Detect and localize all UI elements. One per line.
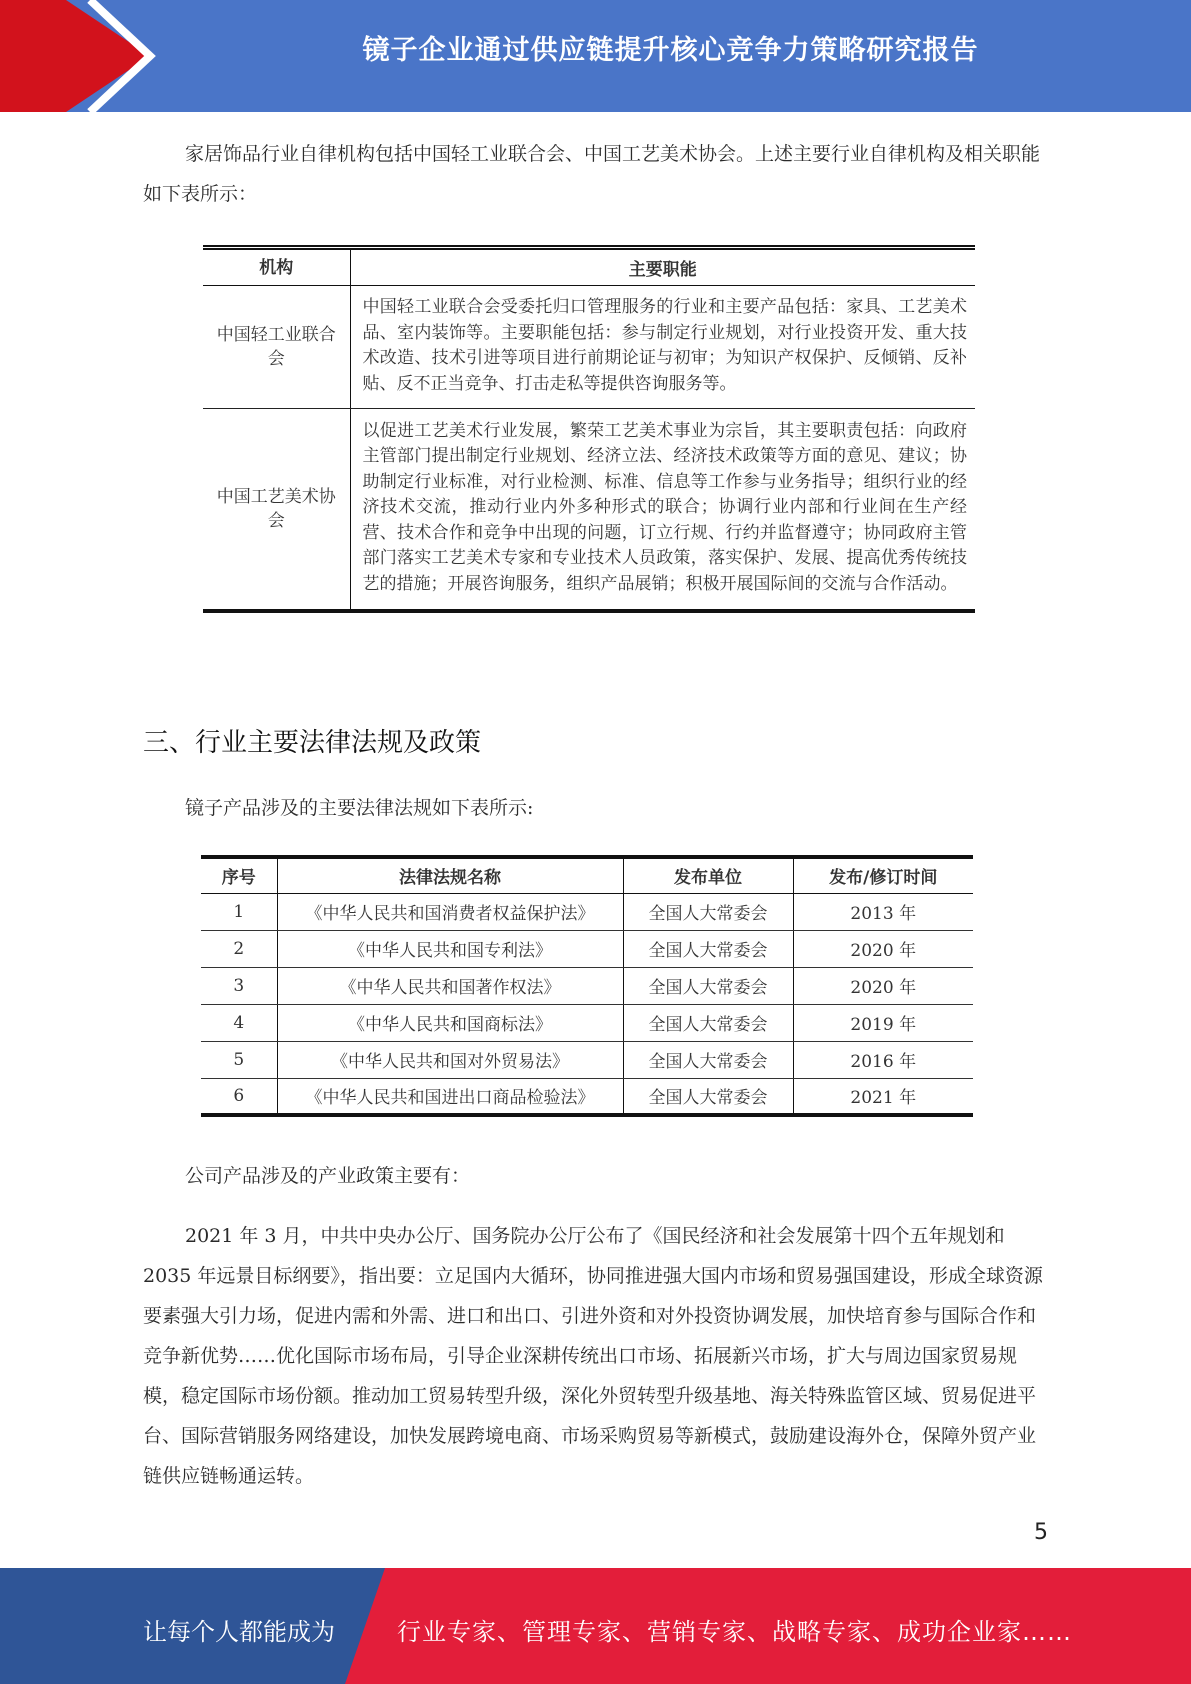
- table-row: [201, 1041, 973, 1078]
- no-cell: 4: [201, 1004, 277, 1041]
- header-date: 发布/修订时间: [793, 857, 973, 893]
- footer-slogan-right: 行业专家、管理专家、营销专家、战略专家、成功企业家……: [397, 1618, 1072, 1646]
- no-cell: 3: [201, 967, 277, 1004]
- table-row: [203, 409, 975, 611]
- duty-cell: 中国轻工业联合会受委托归口管理服务的行业和主要产品包括：家具、工艺美术品、室内装饰等。主要职能包括：参与制定行业规划，对行业投资开发、重大技术改造、技术引进等项目进行前期论证与初审；为知识产权保护、反倾销、反补贴、反不正当竞争、打击走私等提供咨询服务等。: [350, 286, 975, 409]
- unit-cell: 全国人大常委会: [623, 1041, 793, 1078]
- unit-cell: 全国人大常委会: [623, 1004, 793, 1041]
- page-header: [0, 0, 1191, 112]
- table-header-row: [201, 857, 973, 893]
- section-title: 三、行业主要法律法规及政策: [143, 728, 482, 758]
- date-cell: 2021 年: [793, 1078, 973, 1115]
- date-cell: 2020 年: [793, 967, 973, 1004]
- name-cell: 《中华人民共和国对外贸易法》: [277, 1041, 623, 1078]
- org-cell: 中国工艺美术协会: [203, 409, 350, 611]
- org-cell: 中国轻工业联合会: [203, 286, 350, 409]
- footer-slogan-left: 让每个人都能成为: [143, 1618, 335, 1646]
- duty-cell: 以促进工艺美术行业发展，繁荣工艺美术事业为宗旨，其主要职责包括：向政府主管部门提出制定行业规划、经济立法、经济技术政策等方面的意见、建议；协助制定行业标准，对行业检测、标准、信息等工作参与业务指导；组织行业的经济技术交流，推动行业内外多种形式的联合；协调行业内部和行业间在生产经营、技术合作和竞争中出现的问题，订立行规、行约并监督遵守；协同政府主管部门落实工艺美术专家和专业技术人员政策，落实保护、发展、提高优秀传统技艺的措施；开展咨询服务，组织产品展销；积极开展国际间的交流与合作活动。: [350, 409, 975, 611]
- header-org: 机构: [203, 248, 350, 286]
- table-row: [201, 1078, 973, 1115]
- date-cell: 2013 年: [793, 893, 973, 930]
- name-cell: 《中华人民共和国著作权法》: [277, 967, 623, 1004]
- table-row: [201, 930, 973, 967]
- policy-lead-paragraph: 公司产品涉及的产业政策主要有：: [185, 1165, 471, 1187]
- header-duty: 主要职能: [350, 248, 975, 286]
- table-header-row: [203, 248, 975, 286]
- table-row: [201, 893, 973, 930]
- policy-paragraph: 2021 年 3 月，中共中央办公厅、国务院办公厅公布了《国民经济和社会发展第十四个五年规划和 2035 年远景目标纲要》，指出要：立足国内大循环，协同推进强大国内市场和贸易强国建设，形成全球资源要素强大引力场，促进内需和外需、进口和出口、引进外资和对外投资协调发展，加快培育参与国际合作和竞争新优势……优化国际市场布局，引导企业深耕传统出口市场、拓展新兴市场，扩大与周边国家贸易规模，稳定国际市场份额。推动加工贸易转型升级，深化外贸转型升级基地、海关特殊监管区域、贸易促进平台、国际营销服务网络建设，加快发展跨境电商、市场采购贸易等新模式，鼓励建设海外仓，保障外贸产业链供应链畅通运转。: [143, 1225, 1043, 1487]
- self-regulatory-bodies-table: [203, 245, 975, 613]
- unit-cell: 全国人大常委会: [623, 930, 793, 967]
- header-no: 序号: [201, 857, 277, 893]
- name-cell: 《中华人民共和国专利法》: [277, 930, 623, 967]
- table-row: [201, 967, 973, 1004]
- table-row: [203, 286, 975, 409]
- header-unit: 发布单位: [623, 857, 793, 893]
- date-cell: 2020 年: [793, 930, 973, 967]
- no-cell: 1: [201, 893, 277, 930]
- laws-table: [201, 855, 973, 1117]
- table-row: [201, 1004, 973, 1041]
- name-cell: 《中华人民共和国进出口商品检验法》: [277, 1078, 623, 1115]
- intro-paragraph: 家居饰品行业自律机构包括中国轻工业联合会、中国工艺美术协会。上述主要行业自律机构及相关职能如下表所示：: [143, 143, 1041, 205]
- header-name: 法律法规名称: [277, 857, 623, 893]
- name-cell: 《中华人民共和国消费者权益保护法》: [277, 893, 623, 930]
- no-cell: 5: [201, 1041, 277, 1078]
- unit-cell: 全国人大常委会: [623, 893, 793, 930]
- header-title: 镜子企业通过供应链提升核心竞争力策略研究报告: [362, 35, 979, 66]
- no-cell: 2: [201, 930, 277, 967]
- laws-lead-paragraph: 镜子产品涉及的主要法律法规如下表所示:: [185, 797, 534, 819]
- unit-cell: 全国人大常委会: [623, 1078, 793, 1115]
- page-footer: [0, 1568, 1191, 1684]
- date-cell: 2016 年: [793, 1041, 973, 1078]
- date-cell: 2019 年: [793, 1004, 973, 1041]
- name-cell: 《中华人民共和国商标法》: [277, 1004, 623, 1041]
- unit-cell: 全国人大常委会: [623, 967, 793, 1004]
- page-number: 5: [1034, 1520, 1048, 1545]
- no-cell: 6: [201, 1078, 277, 1115]
